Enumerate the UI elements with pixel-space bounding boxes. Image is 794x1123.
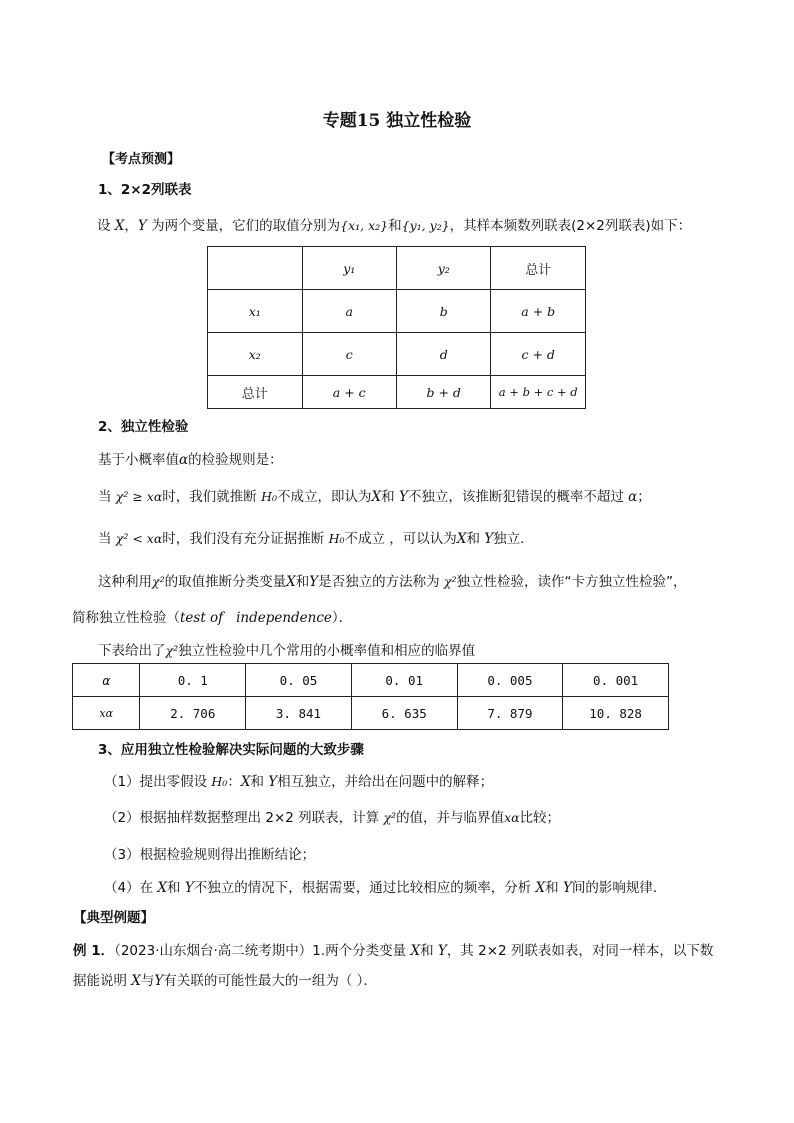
table-cell: a <box>302 290 396 333</box>
var-x: X <box>410 943 421 959</box>
text: 和 <box>250 774 264 790</box>
table-cell: 0. 005 <box>457 664 563 697</box>
table-cell: 总计 <box>491 247 586 290</box>
table-cell: c <box>302 333 396 376</box>
text: 相互独立，并给出在问题中的解释； <box>277 774 494 790</box>
text: 不独立的情况下，根据需要，通过比较相应的频率，分析 <box>193 880 532 896</box>
text: 有关联的可能性最大的一组为（ ）． <box>163 973 377 989</box>
var-x: X <box>456 531 467 547</box>
text: 独立性检验中几个常用的小概率值和相应的临界值 <box>178 643 476 659</box>
table-cell: 0. 001 <box>563 664 669 697</box>
text: （4）在 <box>104 880 154 896</box>
text: 时，我们就推断 <box>162 489 257 505</box>
var-y: Y <box>484 531 494 547</box>
method-paragraph-line2 <box>72 606 352 626</box>
var-x: X <box>114 218 125 234</box>
table2-caption <box>98 639 475 659</box>
english-term: test of <box>180 610 224 626</box>
chi-square: χ² <box>443 574 457 589</box>
text: 的值，并与临界值 <box>396 810 505 826</box>
example-1-line1 <box>73 939 713 959</box>
table-cell: α <box>73 664 140 697</box>
var-y: Y <box>398 489 408 505</box>
text: 时，我们没有充分证据推断 <box>162 531 325 547</box>
table-cell: 0. 05 <box>246 664 352 697</box>
h0: H₀ <box>211 774 228 789</box>
table-row <box>208 247 586 290</box>
text: （2023·山东烟台·高二统考期中）1.两个分类变量 <box>114 943 407 959</box>
text: 当 <box>98 489 112 505</box>
h0: H₀ <box>328 531 345 546</box>
heading-steps: 3、应用独立性检验解决实际问题的大致步骤 <box>98 742 364 758</box>
text: 不独立，该推断犯错误的概率不超过 <box>407 489 624 505</box>
text: 不成立 ，可以认为 <box>344 531 457 547</box>
step-3: （3）根据检验规则得出推断结论； <box>104 847 316 863</box>
alpha-symbol: α <box>179 452 189 468</box>
set-x: {x₁, x₂} <box>340 218 389 233</box>
text: 与 <box>140 973 155 989</box>
text: ： <box>227 774 241 790</box>
var-y: Y <box>437 943 447 959</box>
table-cell: 3. 841 <box>246 697 352 730</box>
text: （1）提出零假设 <box>104 774 208 790</box>
text: 设 <box>97 218 111 234</box>
text: 和 <box>545 880 559 896</box>
step-2 <box>104 806 560 826</box>
text: 和 <box>295 574 310 590</box>
table-cell: 0. 01 <box>351 664 457 697</box>
var-y: Y <box>184 880 194 896</box>
critical-value: xα <box>504 810 520 825</box>
text: 下表给出了 <box>98 643 166 659</box>
text: 简称独立性检验（ <box>72 610 180 626</box>
intro-paragraph <box>97 214 691 234</box>
table-cell: b + d <box>396 376 490 409</box>
text: 和 <box>381 489 395 505</box>
var-y: Y <box>268 774 278 790</box>
step-4 <box>104 876 666 896</box>
chi-square: χ² <box>165 643 179 658</box>
table-cell: c + d <box>491 333 586 376</box>
h0: H₀ <box>261 489 278 504</box>
set-y: {y₁, y₂} <box>401 218 450 233</box>
table-cell: b <box>396 290 490 333</box>
var-x: X <box>131 973 141 989</box>
heading-contingency-table: 1、2×2列联表 <box>98 182 192 198</box>
condition: χ² ≥ xα <box>115 489 163 504</box>
var-y: Y <box>154 973 164 989</box>
var-x: X <box>240 774 251 790</box>
table-row <box>73 664 669 697</box>
section-forecast: 【考点预测】 <box>102 152 181 167</box>
rule-2 <box>98 527 534 547</box>
text: （2）根据抽样数据整理出 2×2 列联表，计算 <box>104 810 380 826</box>
var-x: X <box>535 880 546 896</box>
text: ）． <box>331 610 353 626</box>
var-x: X <box>286 574 296 590</box>
var-y: Y <box>562 880 572 896</box>
var-x: X <box>157 880 168 896</box>
text: 和 <box>167 880 181 896</box>
table-cell: x₁ <box>208 290 303 333</box>
alpha-symbol: α <box>628 489 638 505</box>
text: 和 <box>420 943 434 959</box>
chi-square: χ² <box>383 810 397 825</box>
text: ； <box>637 489 651 505</box>
rule-intro <box>98 448 283 468</box>
heading-independence-test: 2、独立性检验 <box>98 419 189 435</box>
table-cell: 6. 635 <box>351 697 457 730</box>
table-row <box>208 376 586 409</box>
text: 为两个变量，它们的取值分别为 <box>151 218 341 234</box>
example-label: 例 1． <box>73 943 115 959</box>
table-cell: a + b + c + d <box>491 376 586 409</box>
contingency-table <box>207 246 586 409</box>
page-title: 专题15 独立性检验 <box>322 111 472 131</box>
table-cell: xα <box>73 697 140 730</box>
table-cell: y₁ <box>302 247 396 290</box>
text: 独立性检验，读作“卡方独立性检验”， <box>456 574 687 590</box>
table-cell: 10. 828 <box>563 697 669 730</box>
table-row <box>208 333 586 376</box>
text: 比较； <box>519 810 561 826</box>
text: 和 <box>466 531 480 547</box>
var-y: Y <box>137 218 147 234</box>
table-cell: y₂ <box>396 247 490 290</box>
text: ，其样本频数列联表(2×2列联表)如下： <box>449 218 692 234</box>
text: 和 <box>388 218 402 234</box>
text: ， <box>124 218 138 234</box>
var-y: Y <box>309 574 319 590</box>
rule-1 <box>98 485 651 505</box>
text: ，其 2×2 列联表如表，对同一样本，以下数 <box>446 943 714 959</box>
text: 不成立，即认为 <box>277 489 372 505</box>
text: 是否独立的方法称为 <box>318 574 440 590</box>
text: 的取值推断分类变量 <box>164 574 287 590</box>
table-cell: 总计 <box>208 376 303 409</box>
text: 的检验规则是： <box>188 452 283 468</box>
table-cell: 7. 879 <box>457 697 563 730</box>
text: 基于小概率值 <box>98 452 179 468</box>
text: 间的影响规律． <box>571 880 667 896</box>
condition: χ² < xα <box>115 531 163 546</box>
table-row <box>73 697 669 730</box>
table-cell: a + c <box>302 376 396 409</box>
table-cell: x₂ <box>208 333 303 376</box>
table-cell: 0. 1 <box>140 664 246 697</box>
chi-square: χ² <box>152 574 165 589</box>
text: 这种利用 <box>98 574 152 590</box>
critical-value-table <box>72 663 669 730</box>
example-1-line2 <box>73 969 377 989</box>
table-cell: d <box>396 333 490 376</box>
text: 独立． <box>493 531 534 547</box>
var-x: X <box>371 489 382 505</box>
section-examples: 【典型例题】 <box>73 910 154 926</box>
text: 当 <box>98 531 112 547</box>
table-cell <box>208 247 303 290</box>
table-row <box>208 290 586 333</box>
table-cell: a + b <box>491 290 586 333</box>
table-cell: 2. 706 <box>140 697 246 730</box>
english-term: independence <box>236 610 332 626</box>
step-1 <box>104 770 493 790</box>
text: 据能说明 <box>73 973 127 989</box>
method-paragraph-line1 <box>98 570 687 590</box>
